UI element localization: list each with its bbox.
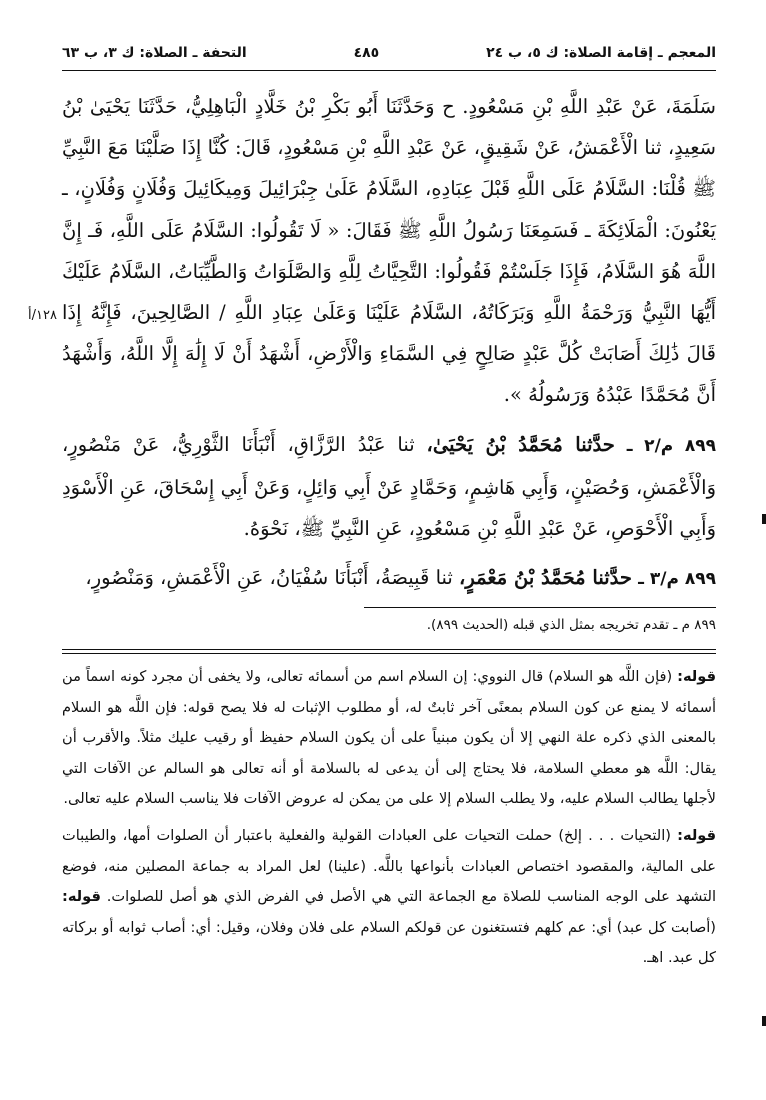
commentary xyxy=(62,662,716,974)
commentary-text: (فإن اللَّه هو السلام) قال النووي: إن السلام اسم من أسمائه تعالى، ولا يخفى أن مجرد كونه اسماً من أسمائه لا يمنع عن كون السلام بمعنًى آخر ثابتٌ له، أو مطلوب الإثبات له فلا يصح قوله: فإن اللَّه هو السلام بالمعنى الذي ذكره علة النهي إلا أن يكون مبنياً على أن يكون السلام حفيظ أو رقيب عليك مثلاً. والأقرب أن يقال: اللَّه هو معطي السلامة، فلا يحتاج إلى أن يدعى له بالسلامة أو أنه تعالى هو السالم عن الآفات التي لأجلها يطالب السلام عليه، ولا يطلب السلام إلا على من يمكن له عروض الآفات فلا يناسب السلام عليه تعالى. xyxy=(62,668,716,808)
hadith-lead: حدَّثنا مُحَمَّدُ بْنُ مَعْمَرٍ، xyxy=(459,566,632,590)
hadith-899-2 xyxy=(62,424,716,550)
commentary-label: قوله: xyxy=(677,668,716,685)
page-edge-mark xyxy=(762,514,766,524)
hadith-number: ٨٩٩ م/٢ ـ xyxy=(626,435,716,456)
commentary-label: قوله: xyxy=(62,888,101,906)
hadith-number: ٨٩٩ م/٣ ـ xyxy=(638,569,716,590)
hadith-899-3 xyxy=(62,557,716,600)
footnote: ٨٩٩ م ـ تقدم تخريجه بمثل الذي قبله (الحديث ٨٩٩). xyxy=(426,617,716,633)
header-left-reference: التحفة ـ الصلاة: ك ٣، ب ٦٣ xyxy=(62,45,247,61)
commentary-text: (التحيات . . . إلخ) حملت التحيات على العبادات القولية والفعلية باعتبار أن الصلوات أمها، والطيبات على المالية، والمقصود اختصاص العبادات بأنواعها باللَّه. (علينا) لعل المراد به جماعة المصلين منه، فوضع التشهد على الوجه المناسب للصلاة مع الجماعة التي هي الأصل في الفرض الذي هو أصل للصلوات. xyxy=(62,826,717,906)
page-edge-mark xyxy=(762,1016,766,1026)
commentary-separator xyxy=(62,649,716,654)
manuscript-margin-reference: ١٢٨/أ xyxy=(28,308,57,323)
hadith-intro-paragraph: سَلَمَةَ، عَنْ عَبْدِ اللَّهِ بْنِ مَسْعُودٍ. ح وَحَدَّثَنَا أَبُو بَكْرِ بْنُ خَلَّادٍ الْبَاهِلِيُّ، حَدَّثَنَا يَحْيَىٰ بْنُ سَعِيدٍ، ثنا الْأَعْمَشُ، عَنْ شَقِيقٍ، عَنْ عَبْدِ اللَّهِ بْنِ مَسْعُودٍ، قَالَ: كُنَّا إِذَا صَلَّيْنَا مَعَ النَّبِيِّ ﷺ قُلْنَا: السَّلَامُ عَلَى اللَّهِ قَبْلَ عِبَادِهِ، السَّلَامُ عَلَىٰ جِبْرَائِيلَ وَمِيكَائِيلَ وَفُلَانٍ وَفُلَانٍ، ـ يَعْنُونَ: الْمَلَائِكَةَ ـ فَسَمِعَنَا رَسُولُ اللَّهِ ﷺ فَقَالَ: « لَا تَقُولُوا: السَّلَامُ عَلَى اللَّهِ، فَـ إِنَّ اللَّهَ هُوَ السَّلَامُ، فَإِذَا جَلَسْتُمْ فَقُولُوا: التَّحِيَّاتُ لِلَّهِ وَالصَّلَوَاتُ وَالطَّيِّبَاتُ، السَّلَامُ عَلَيْكَ أَيُّهَا النَّبِيُّ وَرَحْمَةُ اللَّهِ وَبَرَكَاتُهُ، السَّلَامُ عَلَيْنَا وَعَلَىٰ عِبَادِ اللَّهِ / الصَّالِحِينَ، فَإِنَّهُ إِذَا قَالَ ذَٰلِكَ أَصَابَتْ كُلَّ عَبْدٍ صَالِحٍ فِي السَّمَاءِ وَالْأَرْضِ، أَشْهَدُ أَنْ لَا إِلَٰهَ إِلَّا اللَّهُ، وَأَشْهَدُ أَنَّ مُحَمَّدًا عَبْدُهُ وَرَسُولُهُ ». xyxy=(62,95,716,407)
hadith-chain: ثنا قَبِيصَةُ، أَنْبَأَنَا سُفْيَانُ، عَنِ الْأَعْمَشِ، وَمَنْصُورٍ، xyxy=(85,566,453,590)
header-rule xyxy=(62,70,716,71)
commentary-paragraph xyxy=(62,821,716,974)
footnote-separator xyxy=(364,607,716,608)
running-header xyxy=(62,40,716,66)
header-right-reference: المعجم ـ إقامة الصلاة: ك ٥، ب ٢٤ xyxy=(486,45,716,61)
hadith-chain: ثنا عَبْدُ الرَّزَّاقِ، أَنْبَأَنَا الثَّوْرِيُّ، عَنْ مَنْصُورٍ، وَالْأَعْمَشِ، وَحُصَيْنٍ، وَأَبِي هَاشِمٍ، وَحَمَّادٍ عَنْ أَبِي وَائِلٍ، وَعَنْ أَبِي إِسْحَاقَ، عَنِ الْأَسْوَدِ وَأَبِي الْأَحْوَصِ، عَنْ عَبْدِ اللَّهِ بْنِ مَسْعُودٍ، عَنِ النَّبِيِّ ﷺ، نَحْوَهُ. xyxy=(62,432,716,541)
hadith-text xyxy=(62,86,716,600)
commentary-text: (أصابت كل عبد) أي: عم كلهم فتستغنون عن قولكم السلام على فلان وفلان، وقيل: أي: أصاب ثوابه أو بركاته كل عبد. اهـ. xyxy=(62,918,716,967)
commentary-label: قوله: xyxy=(677,826,717,844)
page-number: ٤٨٥ xyxy=(353,45,380,61)
hadith-lead: حدَّثنا مُحَمَّدُ بْنُ يَحْيَىٰ، xyxy=(426,432,615,456)
commentary-paragraph xyxy=(62,662,716,815)
